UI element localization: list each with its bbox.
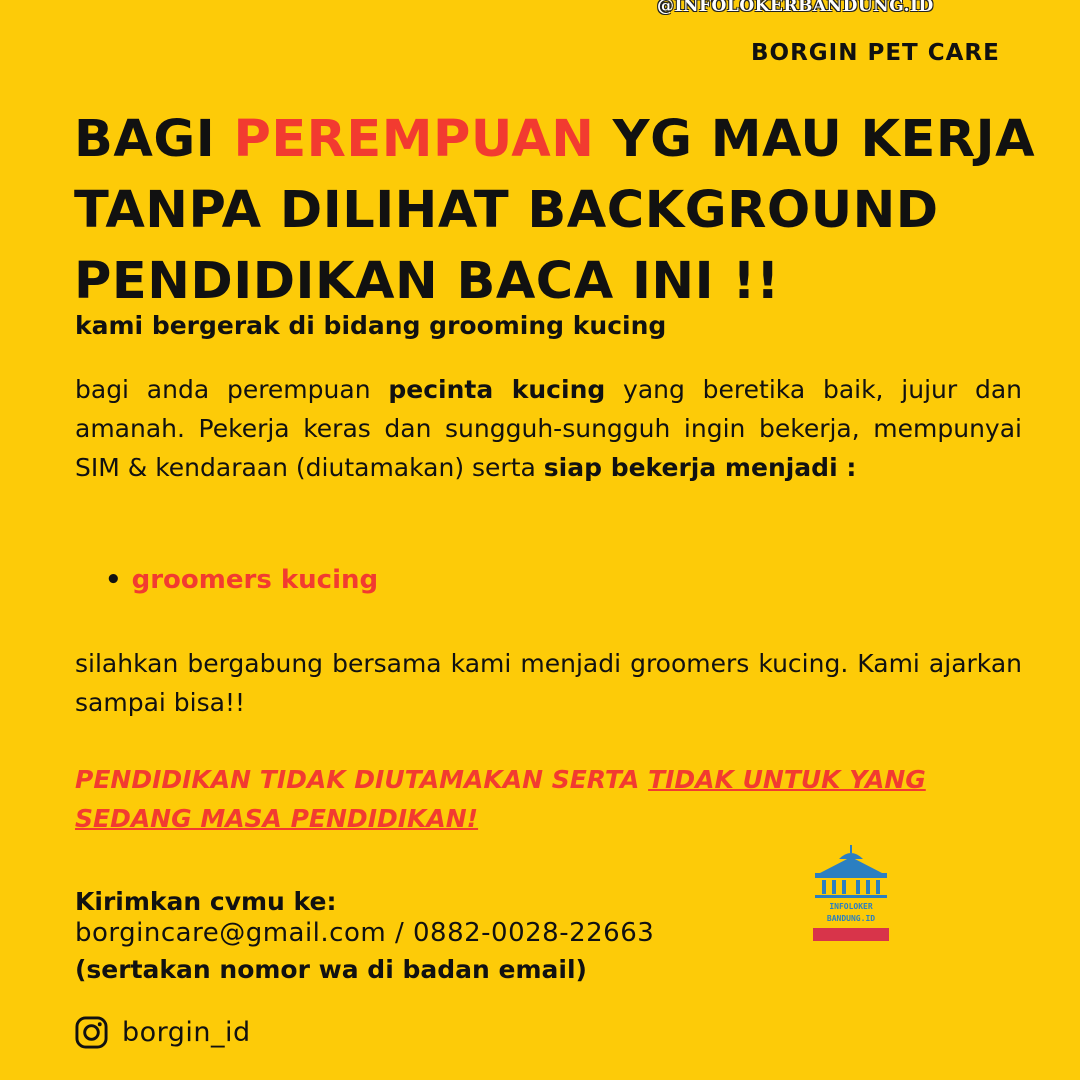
requirements-text-1: bagi anda perempuan	[75, 375, 389, 404]
headline-line-3: PENDIDIKAN BACA INI !!	[74, 252, 780, 311]
instagram-icon	[75, 1016, 108, 1049]
contact-email-phone[interactable]: borgincare@gmail.com / 0882-0028-22663	[75, 918, 655, 948]
requirements-bold-1: pecinta kucing	[388, 375, 606, 404]
position-label: groomers kucing	[131, 565, 379, 595]
requirements-text-2: yang beretika baik, jujur dan amanah. Pekerja keras dan sungguh-sungguh ingin bekerja, mempunyai SIM & kendaraan (diutamakan) serta	[75, 375, 1022, 482]
headline	[74, 104, 1054, 317]
infoloker-logo	[810, 843, 892, 949]
headline-line-1-pre: BAGI	[74, 110, 234, 169]
notice-plain: PENDIDIKAN TIDAK DIUTAMAKAN SERTA	[75, 765, 649, 794]
headline-accent-word: PEREMPUAN	[233, 110, 595, 169]
contact-heading: Kirimkan cvmu ke:	[75, 887, 337, 916]
bullet-dot-icon: •	[105, 565, 122, 595]
headline-line-2: TANPA DILIHAT BACKGROUND	[74, 181, 939, 240]
instagram-link[interactable]	[75, 1016, 251, 1049]
notice-underlined: TIDAK UNTUK YANG SEDANG MASA PENDIDIKAN!	[75, 765, 926, 833]
contact-note: (sertakan nomor wa di badan email)	[75, 955, 587, 984]
headline-line-1	[74, 104, 1054, 175]
subheading: kami bergerak di bidang grooming kucing	[75, 311, 667, 340]
watermark-handle: @INFOLOKERBANDUNG.ID	[657, 0, 934, 16]
headline-line-1-post: YG MAU KERJA	[594, 110, 1036, 169]
logo-text-line-2: BANDUNG.ID	[826, 914, 876, 923]
instagram-handle: borgin_id	[122, 1017, 251, 1048]
positions-list	[105, 565, 378, 595]
education-notice	[75, 760, 1035, 838]
requirements-bold-2: siap bekerja menjadi :	[543, 453, 857, 482]
invitation-paragraph: silahkan bergabung bersama kami menjadi groomers kucing. Kami ajarkan sampai bisa!!	[75, 649, 1022, 717]
brand-name: BORGIN PET CARE	[751, 40, 1000, 66]
logo-text-line-1: INFOLOKER	[829, 902, 873, 911]
requirements-paragraph	[75, 370, 1022, 487]
list-item	[105, 565, 378, 595]
